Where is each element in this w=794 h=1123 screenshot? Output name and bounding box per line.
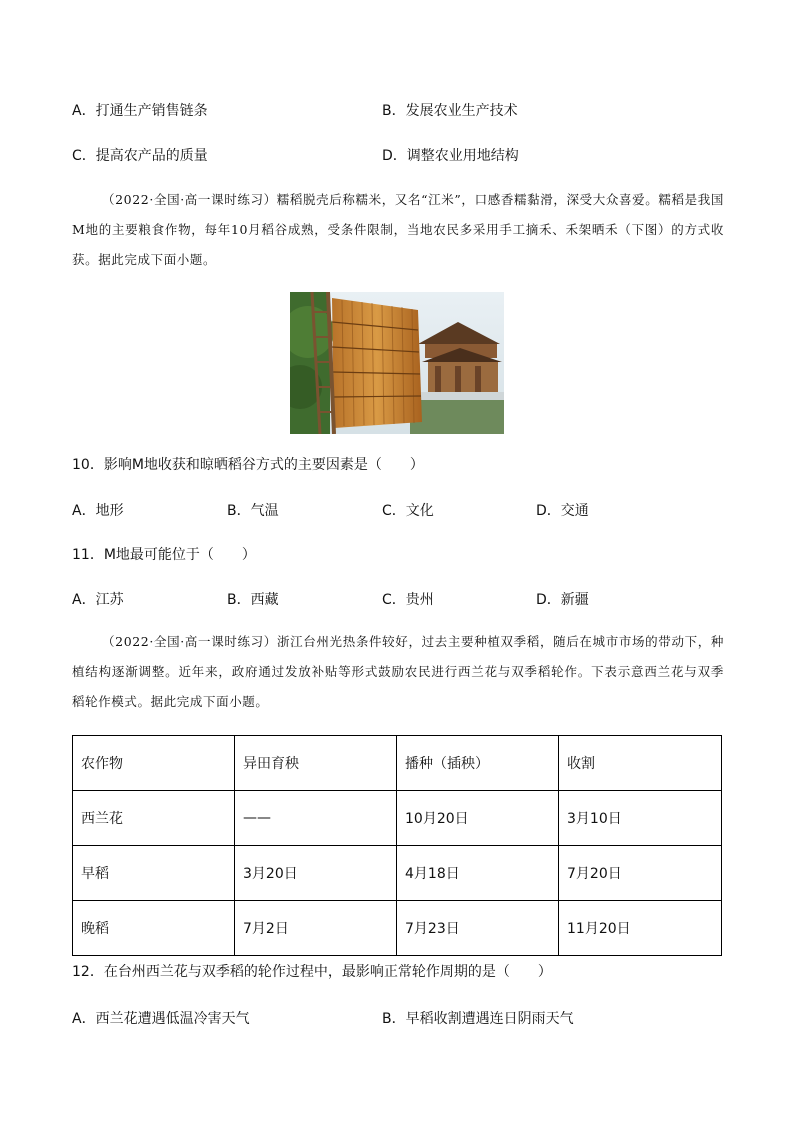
option-a: A．打通生产销售链条 [72,103,208,119]
passage-2-text: （2022·全国·高一课时练习）浙江台州光热条件较好，过去主要种植双季稻，随后在城市市场的带动下，种植结构逐渐调整。近年来，政府通过发放补贴等形式鼓励农民进行西兰花与双季稻轮作。下表示意西兰花与双季稻轮作模式。据此完成下面小题。 [72,634,724,709]
q11-option-d: D．新疆 [536,592,589,608]
rice-drying-rack-photo [290,292,504,434]
table-cell: 西兰花 [73,791,235,846]
rotation-table [72,735,722,956]
q10-option-c: C．文化 [382,503,434,519]
q11-option-a: A．江苏 [72,592,124,608]
table-cell: 早稻 [73,846,235,901]
table-cell: 7月23日 [397,901,559,956]
table-cell: 7月2日 [235,901,397,956]
q12-option-a: A．西兰花遭遇低温冷害天气 [72,1011,250,1027]
table-cell: 3月20日 [235,846,397,901]
table-header-row [73,736,722,791]
table-cell: 11月20日 [559,901,722,956]
passage-glutinous-rice [72,185,724,275]
option-c: C．提高农产品的质量 [72,148,208,164]
passage-taizhou-rotation [72,627,724,717]
option-b: B．发展农业生产技术 [382,103,518,119]
q10-option-a: A．地形 [72,503,124,519]
table-header-cell: 农作物 [73,736,235,791]
table-row [73,791,722,846]
table-cell: 晚稻 [73,901,235,956]
q11-option-b: B．西藏 [227,592,279,608]
table-cell: —— [235,791,397,846]
q10-option-d: D．交通 [536,503,589,519]
question-10-stem: 10．影响M地收获和晾晒稻谷方式的主要因素是（ ） [72,457,424,473]
passage-1-text: （2022·全国·高一课时练习）糯稻脱壳后称糯米，又名“江米”，口感香糯黏滑，深受大众喜爱。糯稻是我国M地的主要粮食作物，每年10月稻谷成熟，受条件限制，当地农民多采用手工摘禾、禾架晒禾（下图）的方式收获。据此完成下面小题。 [72,192,724,267]
table-row [73,901,722,956]
question-11-stem: 11．M地最可能位于（ ） [72,547,256,563]
q12-option-b: B．早稻收割遭遇连日阴雨天气 [382,1011,574,1027]
table-header-cell: 异田育秧 [235,736,397,791]
table-header-cell: 播种（插秧） [397,736,559,791]
table-row [73,846,722,901]
table-cell: 4月18日 [397,846,559,901]
q10-option-b: B．气温 [227,503,279,519]
table-cell: 10月20日 [397,791,559,846]
option-d: D．调整农业用地结构 [382,148,519,164]
table-header-cell: 收割 [559,736,722,791]
table-cell: 7月20日 [559,846,722,901]
table-cell: 3月10日 [559,791,722,846]
q11-option-c: C．贵州 [382,592,434,608]
question-12-stem: 12．在台州西兰花与双季稻的轮作过程中，最影响正常轮作周期的是（ ） [72,964,552,980]
